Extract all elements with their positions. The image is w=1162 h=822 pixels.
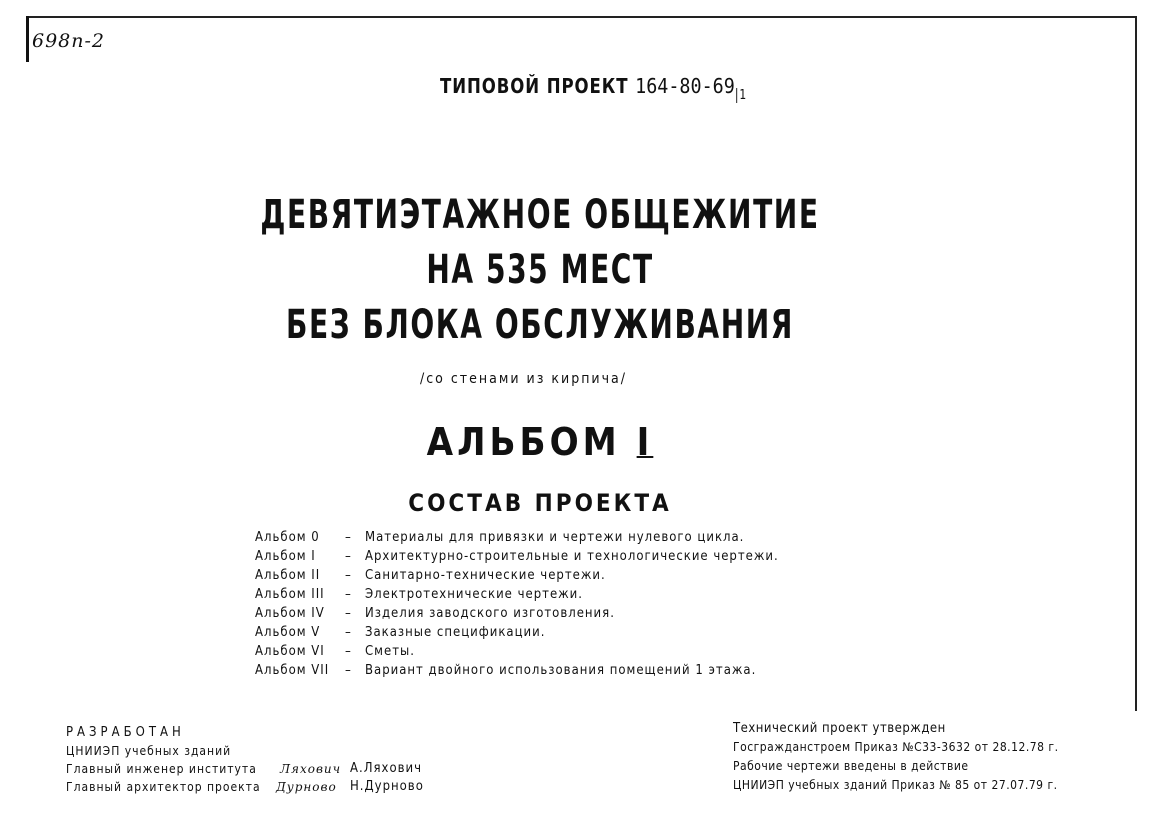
developer-block [66,724,424,796]
album-description: Заказные спецификации. [365,625,546,640]
title-line-2: НА 535 МЕСТ [426,247,654,293]
chief-engineer-role: Главный инженер института [66,762,257,776]
album-code: Альбом VII [255,663,330,678]
approval-block [733,719,1059,795]
album-title [0,420,1080,464]
chief-architect-role: Главный архитектор проекта [66,780,261,794]
album-code: Альбом 0 [255,530,320,545]
album-code: Альбом I [255,549,316,564]
dash-separator: – [345,549,352,564]
title-subtitle: /со стенами из кирпича/ [420,371,628,387]
album-description: Изделия заводского изготовления. [365,606,615,621]
title-line-1: ДЕВЯТИЭТАЖНОЕ ОБЩЕЖИТИЕ [260,192,820,238]
album-code: Альбом II [255,568,321,583]
approval-line-3: Рабочие чертежи введены в действие [733,759,969,773]
frame-right-border [1135,16,1137,711]
dash-separator: – [345,644,352,659]
album-code: Альбом IV [255,606,325,621]
dash-separator: – [345,606,352,621]
dash-separator: – [345,530,352,545]
chief-architect-row [66,778,424,796]
album-number: I [636,420,654,464]
chief-engineer-row [66,760,423,778]
dash-separator: – [345,587,352,602]
album-code: Альбом III [255,587,325,602]
frame-top-border [27,16,1137,18]
frame-left-border [26,16,29,62]
approval-line-1: Технический проект утвержден [733,721,946,736]
project-subnumber: 1 [737,88,748,103]
dash-separator: – [345,625,352,640]
album-description: Вариант двойного использования помещений 1 этажа. [365,663,757,678]
approval-line-2: Госгражданстроем Приказ №С33-3632 от 28.12.78 г. [733,740,1059,754]
dash-separator: – [345,663,352,678]
album-code: Альбом V [255,625,321,640]
developer-org: ЦНИИЭП учебных зданий [66,744,232,758]
developer-heading: РАЗРАБОТАН [66,725,185,740]
album-description: Электротехнические чертежи. [365,587,583,602]
album-code: Альбом VI [255,644,325,659]
album-description: Архитектурно-строительные и технологические чертежи. [365,549,779,564]
album-label: АЛЬБОМ [426,420,621,464]
chief-engineer-signature: Ляхович [280,762,342,776]
project-designation [440,74,747,103]
album-description: Сметы. [365,644,415,659]
dash-separator: – [345,568,352,583]
composition-heading: СОСТАВ ПРОЕКТА [408,489,672,517]
album-description: Санитарно-технические чертежи. [365,568,606,583]
approval-line-4: ЦНИИЭП учебных зданий Приказ № 85 от 27.07.79 г. [733,778,1058,792]
chief-architect-signature: Дурново [276,780,337,794]
album-description: Материалы для привязки и чертежи нулевого цикла. [365,530,745,545]
project-number: 164-80-69 [635,74,735,98]
chief-architect-name: Н.Дурново [350,779,424,794]
title-line-3: БЕЗ БЛОКА ОБСЛУЖИВАНИЯ [286,302,794,348]
project-label: ТИПОВОЙ ПРОЕКТ [440,74,629,98]
chief-engineer-name: А.Ляхович [350,761,423,776]
archive-code: 698п-2 [32,30,106,52]
